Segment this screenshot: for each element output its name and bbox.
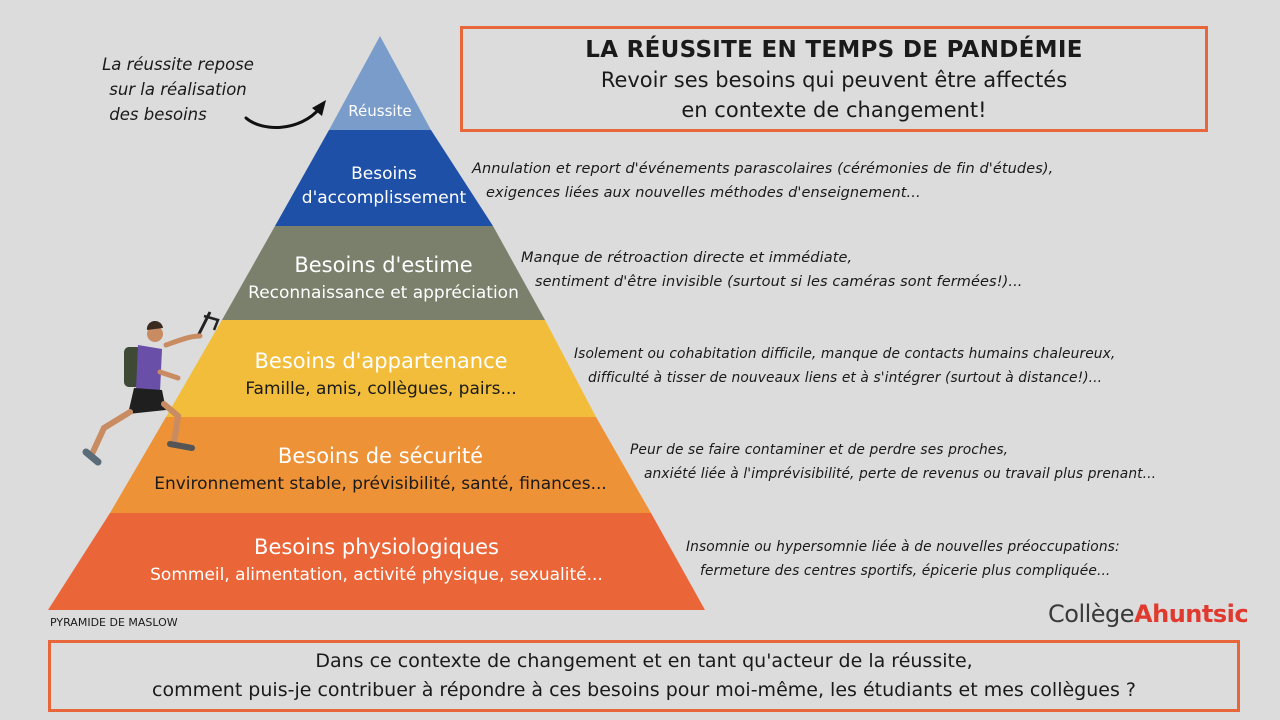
- tier-securite-label: Besoins de sécurité Environnement stable, prévisibilité, santé, finances...: [154, 444, 607, 494]
- desc-physiologiques: Insomnie ou hypersomnie liée à de nouvelles préoccupations: fermeture des centres sportifs, épicerie plus compliquée...: [686, 539, 1120, 579]
- question-line1: Dans ce contexte de changement et en tant qu'acteur de la réussite,: [315, 650, 973, 672]
- college-logo: CollègeAhuntsic: [1048, 600, 1249, 628]
- page-subtitle-line2: en contexte de changement!: [681, 98, 987, 122]
- desc-estime: Manque de rétroaction directe et immédiate, sentiment d'être invisible (surtout si les caméras sont fermées!)...: [521, 250, 1023, 290]
- page-subtitle-line1: Revoir ses besoins qui peuvent être affectés: [600, 68, 1068, 92]
- page-title: LA RÉUSSITE EN TEMPS DE PANDÉMIE: [585, 37, 1083, 63]
- desc-accomplissement: Annulation et report d'événements parascolaires (cérémonies de fin d'études), exigences liées aux nouvelles méthodes d'enseignement...: [472, 161, 1054, 201]
- question-line2: comment puis-je contribuer à répondre à ces besoins pour moi-même, les étudiants et mes collègues ?: [152, 679, 1136, 701]
- tier-estime-label: Besoins d'estime Reconnaissance et appréciation: [248, 253, 519, 303]
- tier-reussite-label: Réussite: [348, 102, 412, 120]
- annotation-text: La réussite repose sur la réalisation des besoins: [102, 55, 254, 124]
- tier-accomplissement-label: Besoins d'accomplissement: [301, 164, 467, 208]
- title-box: [460, 26, 1208, 132]
- tier-physiologiques-label: Besoins physiologiques Sommeil, alimentation, activité physique, sexualité...: [150, 535, 603, 585]
- tier-appartenance-label: Besoins d'appartenance Famille, amis, collègues, pairs...: [245, 349, 517, 399]
- reflection-question-box: [48, 640, 1240, 712]
- pyramid-caption: PYRAMIDE DE MASLOW: [50, 616, 178, 629]
- desc-securite: Peur de se faire contaminer et de perdre ses proches, anxiété liée à l'imprévisibilité, perte de revenus ou travail plus prenant...: [630, 442, 1157, 482]
- desc-appartenance: Isolement ou cohabitation difficile, manque de contacts humains chaleureux, difficulté à tisser de nouveaux liens et à s'intégrer (surtout à distance!)...: [574, 346, 1116, 386]
